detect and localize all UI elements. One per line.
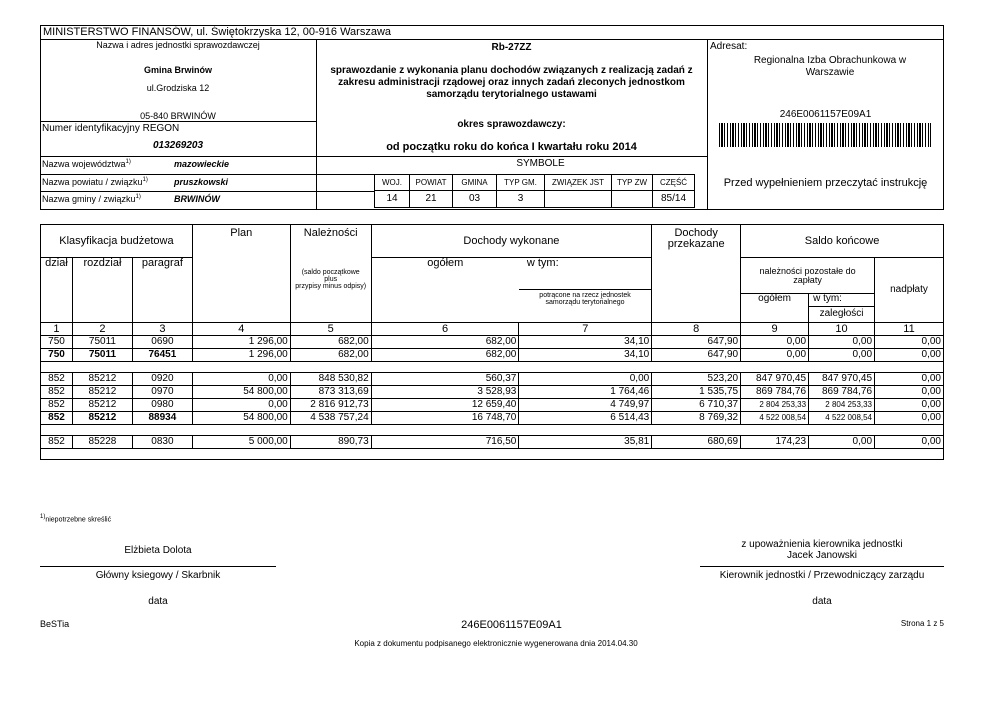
- names-line-2: [40, 174, 374, 175]
- chief-accountant-role: Główny ksiegowy / Skarbnik: [95, 570, 221, 581]
- table-cell: 85212: [72, 399, 132, 412]
- page-number: Strona 1 z 5: [900, 619, 944, 628]
- symbol-header: TYP GM.: [497, 175, 545, 191]
- header-zaleglosci: zaległości: [819, 308, 864, 319]
- table-cell: 1 535,75: [652, 386, 741, 399]
- header-saldo: Saldo końcowe: [741, 225, 944, 258]
- table-cell: 174,23: [741, 436, 809, 449]
- header-wtym: [519, 258, 652, 323]
- table-row: [41, 373, 944, 386]
- header-naleznosci-pozostale: [741, 258, 875, 294]
- header-klasyfikacja: Klasyfikacja budżetowa: [41, 225, 193, 258]
- table-cell: 12 659,40: [371, 399, 519, 412]
- table-cell: 560,37: [371, 373, 519, 386]
- symbol-value: [612, 191, 653, 208]
- header-naleznosci-sub3: przypisy minus odpisy): [295, 283, 367, 290]
- table-cell: 75011: [72, 349, 132, 362]
- header-dzial: dział: [41, 258, 73, 323]
- table-cell: 0,00: [875, 436, 944, 449]
- voivodeship-label: Nazwa województwa$^{1)}$: [42, 159, 131, 169]
- table-cell: 2 804 253,33: [809, 399, 875, 412]
- data-rows: [41, 336, 944, 460]
- table-cell: 0,00: [875, 412, 944, 425]
- table-cell: 85228: [72, 436, 132, 449]
- table-cell: 1 296,00: [192, 336, 290, 349]
- symbols-table: [374, 174, 695, 208]
- table-cell: 85212: [72, 386, 132, 399]
- table-cell: 6 710,37: [652, 399, 741, 412]
- table-cell: 750: [41, 336, 73, 349]
- table-cell: 0,00: [519, 373, 652, 386]
- group-spacer-cell: [41, 425, 944, 436]
- header-ogolem: ogółem: [371, 258, 519, 323]
- commune-label: Nazwa gminy / związku$^{1)}$: [42, 194, 141, 204]
- regon-divider: [40, 121, 316, 122]
- chief-accountant-line: [40, 566, 276, 567]
- table-cell: 16 748,70: [371, 412, 519, 425]
- table-cell: 34,10: [519, 336, 652, 349]
- group-spacer: [41, 449, 944, 460]
- group-spacer: [41, 362, 944, 373]
- head-authorization: z upoważnienia kierownika jednostki: [741, 539, 903, 550]
- group-spacer-cell: [41, 449, 944, 460]
- unit-city: 05-840 BRWINÓW: [140, 111, 216, 121]
- table-cell: 0,00: [875, 386, 944, 399]
- header-paragraf: paragraf: [132, 258, 192, 323]
- symbol-header: TYP ZW: [612, 175, 653, 191]
- ministry-line: MINISTERSTWO FINANSÓW, ul. Świętokrzyska 12, 00-916 Warszawa: [43, 26, 392, 38]
- symbol-value: 03: [453, 191, 497, 208]
- head-date: data: [812, 596, 832, 607]
- table-cell: 523,20: [652, 373, 741, 386]
- table-cell: 852: [41, 412, 73, 425]
- names-top-line: [40, 156, 707, 157]
- regon-value: 013269203: [152, 140, 204, 151]
- table-cell: 1 296,00: [192, 349, 290, 362]
- header-plan: Plan: [192, 225, 290, 323]
- header-naleznosci-pozostale-2: zapłaty: [793, 274, 822, 285]
- col-number: 4: [192, 323, 290, 336]
- regon-label: Numer identyfikacyjny REGON: [42, 123, 180, 134]
- unit-name: Gmina Brwinów: [143, 65, 212, 75]
- table-cell: 1 764,46: [519, 386, 652, 399]
- table-cell: 750: [41, 349, 73, 362]
- table-cell: 4 749,97: [519, 399, 652, 412]
- income-table: [40, 224, 944, 460]
- header-nadplaty: nadpłaty: [875, 258, 944, 323]
- header-dochody-wykonane: Dochody wykonane: [371, 225, 652, 258]
- header-naleznosci-sub2: plus: [324, 276, 338, 283]
- table-cell: 0,00: [809, 349, 875, 362]
- head-line: [700, 566, 944, 567]
- header-wtym-2: [809, 294, 875, 323]
- table-cell: 0690: [132, 336, 192, 349]
- table-cell: 0830: [132, 436, 192, 449]
- table-cell: 5 000,00: [192, 436, 290, 449]
- table-cell: 682,00: [290, 349, 371, 362]
- commune-value: BRWINÓW: [174, 194, 220, 204]
- table-cell: 852: [41, 386, 73, 399]
- symbol-value: 3: [497, 191, 545, 208]
- table-cell: 0980: [132, 399, 192, 412]
- table-cell: 2 804 253,33: [741, 399, 809, 412]
- table-cell: 76451: [132, 349, 192, 362]
- table-cell: 4 538 757,24: [290, 412, 371, 425]
- table-cell: 4 522 008,54: [809, 412, 875, 425]
- table-cell: 0,00: [192, 373, 290, 386]
- table-cell: 4 522 008,54: [741, 412, 809, 425]
- col-number: 3: [132, 323, 192, 336]
- table-cell: 848 530,82: [290, 373, 371, 386]
- head-name: Jacek Janowski: [786, 550, 858, 561]
- symbol-header: ZWIĄZEK JST: [545, 175, 612, 191]
- col-number: 10: [809, 323, 875, 336]
- table-cell: 35,81: [519, 436, 652, 449]
- table-cell: 85212: [72, 412, 132, 425]
- barcode: [719, 123, 931, 147]
- unit-street: ul.Grodziska 12: [146, 83, 210, 93]
- report-title: sprawozdanie z wykonania planu dochodów związanych z realizacją zadań z zakresu administracji rządowej oraz innych zadań zleconych jednostkom samorządu terytorialnego ustawami: [330, 65, 693, 100]
- header-dochody-przekazane-2: przekazane: [667, 238, 725, 250]
- col-number: 11: [875, 323, 944, 336]
- table-cell: 847 970,45: [741, 373, 809, 386]
- header-naleznosci: [290, 225, 371, 323]
- table-cell: 852: [41, 373, 73, 386]
- col-number: 7: [519, 323, 652, 336]
- addressee-name: Regionalna Izba Obrachunkowa w Warszawie: [753, 55, 907, 78]
- table-row: [41, 386, 944, 399]
- table-cell: 680,69: [652, 436, 741, 449]
- table-cell: 0,00: [192, 399, 290, 412]
- table-cell: 0,00: [875, 349, 944, 362]
- table-cell: 873 313,69: [290, 386, 371, 399]
- header-rozdzial: rozdział: [72, 258, 132, 323]
- county-value: pruszkowski: [174, 177, 229, 187]
- table-cell: 2 816 912,73: [290, 399, 371, 412]
- header-naleznosci-title: Należności: [303, 227, 358, 239]
- footer-doc-id: 246E0061157E09A1: [461, 619, 562, 631]
- voivodeship-value: mazowieckie: [174, 159, 230, 169]
- table-cell: 852: [41, 436, 73, 449]
- col-number: 1: [41, 323, 73, 336]
- table-cell: 869 784,76: [741, 386, 809, 399]
- table-cell: 88934: [132, 412, 192, 425]
- header-dochody-przekazane-1: Dochody: [674, 227, 718, 239]
- table-cell: 0,00: [741, 336, 809, 349]
- col-number: 8: [652, 323, 741, 336]
- table-cell: 682,00: [290, 336, 371, 349]
- header-naleznosci-sub1: (saldo początkowe: [301, 269, 360, 276]
- head-role: Kierownik jednostki / Przewodniczący zarządu: [719, 570, 925, 581]
- addressee-doc-id: 246E0061157E09A1: [779, 109, 872, 120]
- table-row: [41, 336, 944, 349]
- period-label: okres sprawozdawczy:: [457, 119, 566, 130]
- symbol-value: [545, 191, 612, 208]
- chief-accountant-date: data: [148, 596, 168, 607]
- group-spacer-cell: [41, 362, 944, 373]
- table-cell: 716,50: [371, 436, 519, 449]
- county-label: Nazwa powiatu / związku$^{1)}$: [42, 177, 148, 187]
- table-cell: 847 970,45: [809, 373, 875, 386]
- header-ogolem-2: ogółem: [741, 294, 809, 323]
- table-cell: 0,00: [875, 373, 944, 386]
- chief-accountant-name: Elżbieta Dolota: [124, 545, 192, 556]
- symbol-value: 21: [410, 191, 453, 208]
- table-cell: 682,00: [371, 336, 519, 349]
- symbol-header: WOJ.: [375, 175, 410, 191]
- table-cell: 852: [41, 399, 73, 412]
- table-row: [41, 399, 944, 412]
- table-row: [41, 412, 944, 425]
- copy-note: Kopia z dokumentu podpisanego elektronicznie wygenerowana dnia 2014.04.30: [354, 639, 638, 648]
- header-wtym-2-label: w tym:: [809, 294, 874, 307]
- header-potracone-2: samorządu terytorialnego: [545, 299, 625, 306]
- form-code: Rb-27ZZ: [491, 42, 532, 53]
- column-numbers-row: [41, 323, 944, 336]
- table-cell: 869 784,76: [809, 386, 875, 399]
- table-cell: 682,00: [371, 349, 519, 362]
- symbol-header: CZĘŚĆ: [653, 175, 695, 191]
- table-row: [41, 349, 944, 362]
- col-number: 6: [371, 323, 519, 336]
- table-cell: 54 800,00: [192, 412, 290, 425]
- table-cell: 34,10: [519, 349, 652, 362]
- header-potracone-1: potrącone na rzecz jednostek: [539, 292, 631, 299]
- symbol-value: 14: [375, 191, 410, 208]
- table-cell: 6 514,43: [519, 412, 652, 425]
- table-cell: 85212: [72, 373, 132, 386]
- table-cell: 3 528,93: [371, 386, 519, 399]
- table-cell: 0,00: [875, 336, 944, 349]
- symbol-header: POWIAT: [410, 175, 453, 191]
- table-cell: 0,00: [875, 399, 944, 412]
- col-number: 2: [72, 323, 132, 336]
- header-potracone: [519, 289, 651, 306]
- header-naleznosci-pozostale-1: należności pozostałe do: [759, 265, 856, 276]
- header-dochody-przekazane: [652, 225, 741, 323]
- table-cell: 75011: [72, 336, 132, 349]
- symbol-header: GMINA: [453, 175, 497, 191]
- table-row: [41, 436, 944, 449]
- col-number: 5: [290, 323, 371, 336]
- table-cell: 0,00: [809, 436, 875, 449]
- symbols-label: SYMBOLE: [516, 158, 565, 169]
- table-cell: 0970: [132, 386, 192, 399]
- instruction-note: Przed wypełnieniem przeczytać instrukcję: [723, 177, 928, 189]
- addressee-label: Adresat:: [710, 41, 748, 52]
- col-number: 9: [741, 323, 809, 336]
- symbol-value: 85/14: [653, 191, 695, 208]
- table-cell: 0,00: [741, 349, 809, 362]
- table-cell: 54 800,00: [192, 386, 290, 399]
- unit-label: Nazwa i adres jednostki sprawozdawczej: [96, 40, 260, 50]
- table-cell: 890,73: [290, 436, 371, 449]
- group-spacer: [41, 425, 944, 436]
- table-cell: 0,00: [809, 336, 875, 349]
- names-line-3: [40, 191, 374, 192]
- table-cell: 0920: [132, 373, 192, 386]
- software-name: BeSTia: [40, 619, 70, 629]
- footnote: $^{1)}$niepotrzebne skreślić: [40, 514, 112, 524]
- period-value: od początku roku do końca I kwartału roku 2014: [386, 141, 637, 153]
- table-cell: 647,90: [652, 336, 741, 349]
- header-wtym-label: w tym:: [526, 257, 559, 269]
- table-cell: 647,90: [652, 349, 741, 362]
- table-cell: 8 769,32: [652, 412, 741, 425]
